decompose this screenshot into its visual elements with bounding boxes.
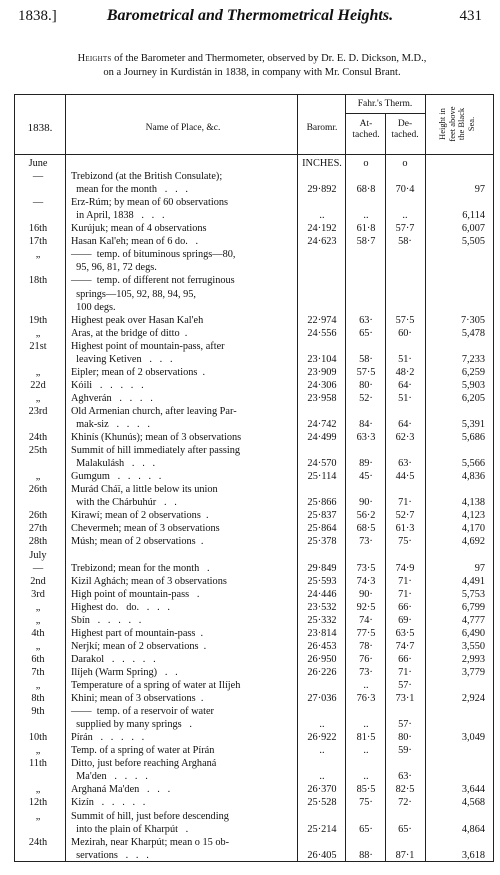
row-place: —— temp. of a reservoir of water bbox=[71, 706, 214, 718]
row-date: 3rd bbox=[31, 588, 45, 600]
row-height: 2,993 bbox=[461, 653, 485, 665]
row-barometer: 26·922 bbox=[307, 732, 337, 744]
row-detached: 51· bbox=[398, 392, 412, 404]
row-place: Kizín . . . . . bbox=[71, 797, 146, 809]
row-barometer: .. bbox=[319, 745, 325, 757]
row-barometer: 25·866 bbox=[307, 497, 337, 509]
row-height: 4,692 bbox=[461, 536, 485, 548]
row-barometer: 26·405 bbox=[307, 849, 337, 861]
row-barometer: 25·593 bbox=[307, 575, 337, 587]
row-place: mean for the month . . . bbox=[71, 184, 188, 196]
row-date: 21st bbox=[29, 340, 47, 352]
row-barometer: 23·958 bbox=[307, 392, 337, 404]
row-attached: 74·3 bbox=[356, 575, 376, 587]
row-height: 6,799 bbox=[461, 601, 485, 613]
row-height: 5,686 bbox=[461, 432, 485, 444]
row-date: 26th bbox=[28, 510, 48, 522]
row-place: Erz-Rúm; by mean of 60 observations bbox=[71, 197, 228, 209]
row-height: 7,233 bbox=[461, 353, 485, 365]
row-place: Kóili . . . . . bbox=[71, 379, 144, 391]
row-date: „ bbox=[35, 784, 41, 796]
row-place: Sbín . . . . . bbox=[71, 614, 142, 626]
row-place: Trebizond; mean for the month . bbox=[71, 562, 210, 574]
row-date: — bbox=[32, 562, 44, 574]
row-attached: 89· bbox=[359, 458, 373, 470]
row-barometer: 23·814 bbox=[307, 627, 337, 639]
row-height: 5,903 bbox=[461, 379, 485, 391]
row-barometer: 26·453 bbox=[307, 640, 337, 652]
row-attached: 63·3 bbox=[356, 432, 376, 444]
row-attached: .. bbox=[363, 745, 369, 757]
row-place: Ma'den . . . . bbox=[71, 771, 148, 783]
row-place: Highest do. do. . . . bbox=[71, 601, 170, 613]
row-detached: 80· bbox=[398, 732, 412, 744]
row-place: Temp. of a spring of water at Pírán bbox=[71, 745, 215, 757]
caption-lead: Heights bbox=[77, 53, 112, 64]
row-attached: 75· bbox=[359, 797, 373, 809]
table-caption bbox=[16, 52, 488, 80]
row-detached: .. bbox=[402, 210, 408, 222]
row-height: 4,864 bbox=[461, 823, 485, 835]
row-attached: 92·5 bbox=[356, 601, 376, 613]
row-attached: 74· bbox=[359, 614, 373, 626]
row-detached: 57·5 bbox=[395, 314, 415, 326]
row-barometer: INCHES. bbox=[302, 158, 342, 169]
row-place: Kirawí; mean of 2 observations . bbox=[71, 510, 209, 522]
row-barometer: 25·114 bbox=[307, 471, 337, 483]
table-body bbox=[15, 154, 493, 861]
row-attached: 90· bbox=[359, 588, 373, 600]
row-detached: 75· bbox=[398, 536, 412, 548]
row-height: 3,618 bbox=[461, 849, 485, 861]
row-height: 3,550 bbox=[461, 640, 485, 652]
row-barometer: .. bbox=[319, 771, 325, 783]
row-date: 22d bbox=[30, 379, 46, 391]
row-detached: 65· bbox=[398, 823, 412, 835]
row-date: — bbox=[32, 171, 44, 183]
row-barometer: 24·192 bbox=[307, 223, 337, 235]
row-detached: 51· bbox=[398, 353, 412, 365]
row-place: springs—105, 92, 88, 94, 95, bbox=[71, 288, 196, 300]
row-height: 5,753 bbox=[461, 588, 485, 600]
row-detached: 70·4 bbox=[395, 184, 415, 196]
row-place: Summit of hill immediately after passing bbox=[71, 445, 241, 457]
row-detached: 60· bbox=[398, 327, 412, 339]
header-thermometer: Fahr.'s Therm. bbox=[357, 99, 413, 109]
row-date: 17th bbox=[28, 236, 48, 248]
row-attached: 73·5 bbox=[356, 562, 376, 574]
running-head-title: Barometrical and Thermometrical Heights. bbox=[106, 7, 394, 24]
running-head-year: 1838.] bbox=[18, 8, 57, 24]
row-detached: 52·7 bbox=[395, 510, 415, 522]
row-place: in April, 1838 . . . bbox=[71, 210, 165, 222]
row-place: Temperature of a spring of water at Ilíjeh bbox=[71, 680, 241, 691]
row-height: 5,566 bbox=[461, 458, 485, 470]
table-header bbox=[15, 95, 493, 155]
row-date: 27th bbox=[28, 523, 48, 535]
row-attached: 58· bbox=[359, 353, 373, 365]
row-attached: 84· bbox=[359, 419, 373, 430]
row-barometer: 26·950 bbox=[307, 653, 337, 665]
row-date: July bbox=[29, 549, 47, 561]
row-detached: 63· bbox=[398, 771, 412, 783]
row-date: 19th bbox=[28, 314, 48, 326]
header-height: Height in feet above the Black Sea. bbox=[437, 106, 476, 142]
row-attached: 90· bbox=[359, 497, 373, 509]
row-date: 25th bbox=[28, 445, 48, 457]
row-detached: 44·5 bbox=[395, 471, 415, 483]
row-date: 28th bbox=[28, 536, 48, 548]
row-attached: 56·2 bbox=[356, 510, 376, 522]
row-place: Summit of hill, just before descending bbox=[71, 810, 229, 822]
row-date: — bbox=[32, 197, 44, 209]
row-place: High point of mountain-pass . bbox=[71, 588, 200, 600]
row-barometer: 22·974 bbox=[307, 314, 337, 326]
row-place: Pírán . . . . . bbox=[71, 732, 145, 744]
row-date: „ bbox=[35, 471, 41, 483]
row-height: 4,491 bbox=[461, 575, 485, 587]
row-detached: 71· bbox=[398, 666, 412, 678]
row-detached: 61·3 bbox=[395, 523, 415, 535]
row-date: 8th bbox=[31, 693, 45, 705]
row-barometer: 29·849 bbox=[307, 562, 337, 574]
row-height: 4,777 bbox=[461, 614, 485, 626]
caption-line-2: on a Journey in Kurdistán in 1838, in company with Mr. Consul Brant. bbox=[103, 67, 401, 78]
row-date: 23rd bbox=[28, 405, 48, 417]
row-attached: 58·7 bbox=[356, 236, 376, 248]
row-height: 4,170 bbox=[461, 523, 485, 535]
row-height: 97 bbox=[474, 562, 485, 574]
header-barometer: Baromr. bbox=[306, 123, 338, 133]
row-barometer: 24·742 bbox=[307, 419, 337, 430]
row-date: „ bbox=[35, 745, 41, 757]
row-barometer: 24·623 bbox=[307, 236, 337, 248]
row-detached: 74·7 bbox=[395, 640, 415, 652]
header-place: Name of Place, &c. bbox=[145, 123, 221, 133]
row-attached: .. bbox=[363, 210, 369, 222]
header-detached: De- tached. bbox=[391, 119, 419, 140]
row-detached: 71· bbox=[398, 497, 412, 509]
row-attached: 68·8 bbox=[356, 184, 376, 196]
row-height: 4,138 bbox=[461, 497, 485, 509]
row-height: 2,924 bbox=[461, 693, 485, 705]
row-place: Arghaná Ma'den . . . bbox=[71, 784, 171, 796]
row-attached: 85·5 bbox=[356, 784, 376, 796]
row-detached: 66· bbox=[398, 601, 412, 613]
row-attached: 65· bbox=[359, 823, 373, 835]
row-place: Malakulásh . . . bbox=[71, 458, 156, 470]
row-height: 4,123 bbox=[461, 510, 485, 522]
row-date: „ bbox=[35, 366, 41, 378]
row-place: 100 degs. bbox=[71, 301, 116, 313]
heights-table bbox=[14, 94, 494, 862]
row-detached: 58· bbox=[398, 236, 412, 248]
row-barometer: 23·104 bbox=[307, 353, 337, 365]
row-detached: 73·1 bbox=[395, 693, 415, 705]
row-detached: 62·3 bbox=[395, 432, 415, 444]
row-barometer: 25·864 bbox=[307, 523, 337, 535]
row-attached: o bbox=[363, 158, 369, 169]
row-detached: 82·5 bbox=[395, 784, 415, 796]
row-barometer: 24·446 bbox=[307, 588, 337, 600]
row-date: 24th bbox=[28, 836, 48, 848]
row-date: June bbox=[28, 158, 48, 169]
row-place: 95, 96, 81, 72 degs. bbox=[71, 262, 157, 274]
row-height: 3,779 bbox=[461, 666, 485, 678]
row-place: into the plain of Kharpút . bbox=[71, 823, 189, 835]
row-height: 6,490 bbox=[461, 627, 485, 639]
row-place: —— temp. of bituminous springs—80, bbox=[71, 249, 236, 261]
row-detached: 63· bbox=[398, 458, 412, 470]
running-head bbox=[12, 4, 488, 30]
row-height: 4,836 bbox=[461, 471, 485, 483]
row-place: —— temp. of different not ferruginous bbox=[71, 275, 235, 287]
row-date: 4th bbox=[31, 627, 45, 639]
row-place: servations . . . bbox=[71, 849, 149, 861]
row-detached: 63·5 bbox=[395, 627, 415, 639]
row-height: 6,259 bbox=[461, 366, 485, 378]
row-detached: 87·1 bbox=[395, 849, 415, 861]
row-date: „ bbox=[35, 680, 41, 691]
row-place: Chevermeh; mean of 3 observations bbox=[71, 523, 220, 535]
row-place: Eipler; mean of 2 observations . bbox=[71, 366, 206, 378]
row-attached: 78· bbox=[359, 640, 373, 652]
row-attached: 73· bbox=[359, 536, 373, 548]
row-place: Ditto, just before reaching Arghaná bbox=[71, 758, 217, 770]
row-date: 26th bbox=[28, 484, 48, 496]
row-detached: 66· bbox=[398, 653, 412, 665]
row-attached: 57·5 bbox=[356, 366, 376, 378]
row-date: 6th bbox=[31, 653, 45, 665]
row-attached: 81·5 bbox=[356, 732, 376, 744]
row-attached: .. bbox=[363, 680, 369, 691]
row-place: Darakol . . . . . bbox=[71, 653, 156, 665]
header-attached: At- tached. bbox=[352, 119, 380, 140]
page-number: 431 bbox=[459, 8, 482, 24]
row-attached: 61·8 bbox=[356, 223, 376, 235]
caption-line-1: of the Barometer and Thermometer, observed by Dr. E. D. Dickson, M.D., bbox=[111, 53, 427, 64]
row-detached: 74·9 bbox=[395, 562, 415, 574]
row-attached: 80· bbox=[359, 379, 373, 391]
row-attached: 63· bbox=[359, 314, 373, 326]
row-attached: 88· bbox=[359, 849, 373, 861]
row-place: Mezirah, near Kharpút; mean o 15 ob- bbox=[71, 836, 230, 848]
row-detached: 59· bbox=[398, 745, 412, 757]
row-place: Old Armenian church, after leaving Par- bbox=[71, 405, 237, 417]
row-place: Gumgum . . . . . bbox=[71, 471, 162, 483]
row-detached: 72· bbox=[398, 797, 412, 809]
row-place: Highest part of mountain-pass . bbox=[71, 627, 204, 639]
row-height: 3,644 bbox=[461, 784, 485, 796]
row-attached: 76· bbox=[359, 653, 373, 665]
row-detached: 64· bbox=[398, 419, 412, 430]
row-date: 9th bbox=[31, 706, 45, 718]
row-barometer: 25·837 bbox=[307, 510, 337, 522]
row-detached: 57· bbox=[398, 680, 412, 691]
row-date: „ bbox=[35, 810, 41, 822]
row-height: 5,391 bbox=[461, 419, 485, 430]
row-height: 6,114 bbox=[462, 210, 485, 222]
row-barometer: 25·528 bbox=[307, 797, 337, 809]
row-height: 97 bbox=[474, 184, 485, 196]
row-date: „ bbox=[35, 327, 41, 339]
row-date: 24th bbox=[28, 432, 48, 444]
row-barometer: 25·332 bbox=[307, 614, 337, 626]
row-barometer: 23·909 bbox=[307, 366, 337, 378]
row-date: 16th bbox=[28, 223, 48, 235]
row-detached: 64· bbox=[398, 379, 412, 391]
row-height: 5,505 bbox=[461, 236, 485, 248]
row-date: „ bbox=[35, 640, 41, 652]
row-height: 6,007 bbox=[461, 223, 485, 235]
row-attached: 76·3 bbox=[356, 693, 376, 705]
row-place: Aghverán . . . . bbox=[71, 392, 153, 404]
row-place: Highest point of mountain-pass, after bbox=[71, 340, 225, 352]
row-height: 7·305 bbox=[460, 314, 485, 326]
row-attached: .. bbox=[363, 771, 369, 783]
row-detached: 69· bbox=[398, 614, 412, 626]
row-date: 7th bbox=[31, 666, 45, 678]
row-attached: 73· bbox=[359, 666, 373, 678]
row-place: Kizil Aghách; mean of 3 observations bbox=[71, 575, 227, 587]
row-barometer: 24·556 bbox=[307, 327, 337, 339]
row-barometer: 24·306 bbox=[307, 379, 337, 391]
row-attached: 45· bbox=[359, 471, 373, 483]
row-place: Ilíjeh (Warm Spring) . . bbox=[71, 666, 178, 678]
row-place: Kurújuk; mean of 4 observations bbox=[71, 223, 207, 235]
row-place: Khinís (Khunús); mean of 3 observations bbox=[71, 432, 242, 444]
row-place: Aras, at the bridge of ditto . bbox=[71, 327, 188, 339]
row-date: 2nd bbox=[30, 575, 46, 587]
row-height: 4,568 bbox=[461, 797, 485, 809]
row-detached: 48·2 bbox=[395, 366, 415, 378]
row-place: Trebizond (at the British Consulate); bbox=[71, 171, 223, 183]
row-attached: 68·5 bbox=[356, 523, 376, 535]
row-place: with the Chárbuhúr . . bbox=[71, 497, 177, 509]
row-height: 3,049 bbox=[461, 732, 485, 744]
row-date: 18th bbox=[28, 275, 48, 287]
row-date: 12th bbox=[28, 797, 48, 809]
row-attached: .. bbox=[363, 719, 369, 731]
row-place: Nerjkí; mean of 2 observations . bbox=[71, 640, 207, 652]
row-date: „ bbox=[35, 249, 41, 261]
row-detached: 71· bbox=[398, 588, 412, 600]
row-date: „ bbox=[35, 601, 41, 613]
row-place: Murád Cháï, a little below its union bbox=[71, 484, 218, 496]
row-barometer: 26·226 bbox=[307, 666, 337, 678]
row-barometer: 26·370 bbox=[307, 784, 337, 796]
row-place: Músh; mean of 2 observations . bbox=[71, 536, 204, 548]
row-place: leaving Ketiven . . . bbox=[71, 353, 173, 365]
row-place: Khini; mean of 3 observations . bbox=[71, 693, 204, 705]
row-place: Highest peak over Hasan Kal'eh bbox=[71, 314, 204, 326]
row-detached: o bbox=[402, 158, 408, 169]
row-detached: 57·7 bbox=[395, 223, 415, 235]
row-barometer: 27·036 bbox=[307, 693, 337, 705]
row-barometer: 25·378 bbox=[307, 536, 337, 548]
row-place: mak-siz . . . . bbox=[71, 419, 150, 430]
row-attached: 77·5 bbox=[356, 627, 376, 639]
row-detached: 71· bbox=[398, 575, 412, 587]
row-barometer: 24·570 bbox=[307, 458, 337, 470]
row-attached: 65· bbox=[359, 327, 373, 339]
row-attached: 52· bbox=[359, 392, 373, 404]
row-height: 5,478 bbox=[461, 327, 485, 339]
row-barometer: .. bbox=[319, 719, 325, 731]
row-barometer: 29·892 bbox=[307, 184, 337, 196]
row-date: 10th bbox=[28, 732, 48, 744]
row-barometer: 24·499 bbox=[307, 432, 337, 444]
row-place: supplied by many springs . bbox=[71, 719, 192, 731]
row-date: 11th bbox=[29, 758, 47, 770]
header-year: 1838. bbox=[27, 122, 53, 134]
row-barometer: 25·214 bbox=[307, 823, 337, 835]
row-place: Hasan Kal'eh; mean of 6 do. . bbox=[71, 236, 199, 248]
row-detached: 57· bbox=[398, 719, 412, 731]
row-barometer: 23·532 bbox=[307, 601, 337, 613]
row-date: „ bbox=[35, 392, 41, 404]
row-barometer: .. bbox=[319, 210, 325, 222]
row-date: „ bbox=[35, 614, 41, 626]
row-height: 6,205 bbox=[461, 392, 485, 404]
